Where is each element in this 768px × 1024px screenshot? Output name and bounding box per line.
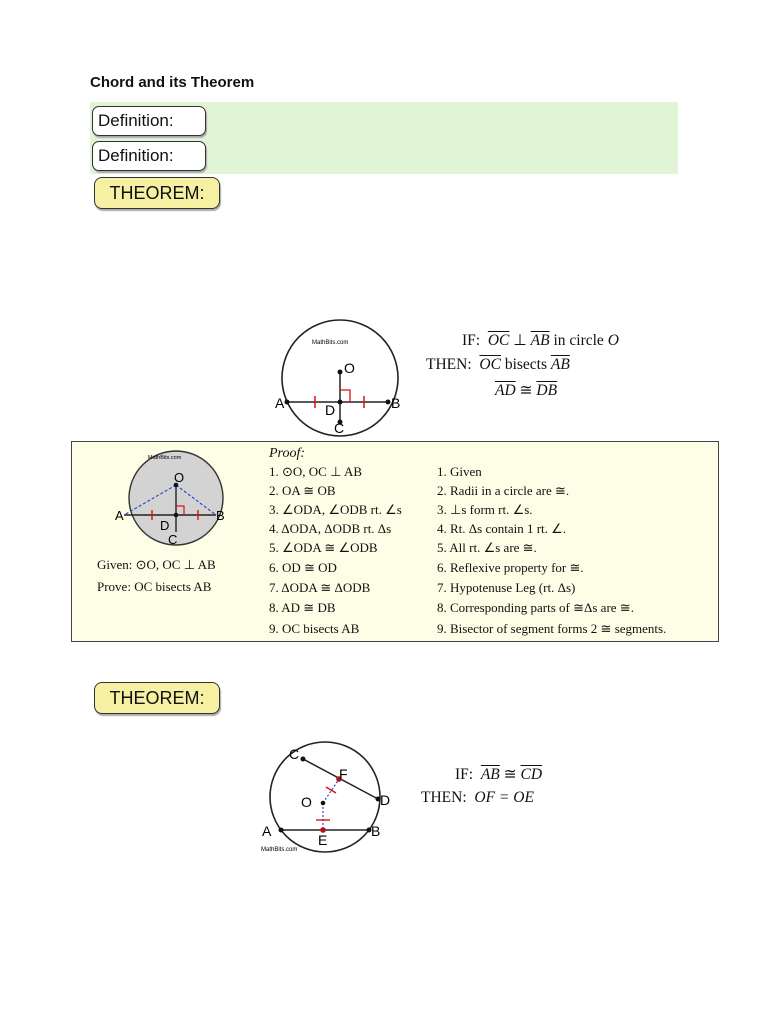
point-b [386,400,391,405]
theorem2-if-line [455,765,542,784]
reason-1: 1. Given [437,464,482,479]
theorem1-then-line [426,356,570,374]
theorem1-circle-diagram [270,330,420,435]
proof-box [71,441,719,642]
reason-8: 8. Corresponding parts of ≅Δs are ≅. [437,600,634,615]
definition-label-2: Definition: [92,141,206,171]
then-equation: OF = OE [474,789,534,806]
watermark: MathBits.com [148,455,182,461]
label-a: A [275,395,285,411]
segment-oc-text: $\overline{OC}$ [487,332,510,349]
watermark: MathBits.com [312,340,349,346]
definition-band [90,102,678,174]
theorem2-circle-diagram [255,745,400,855]
label-a: A [115,508,124,523]
page-title: Chord and its Theorem [90,74,255,91]
then-label: THEN: [426,356,472,373]
statement-5: 5. ∠ODA ≅ ∠ODB [269,540,378,555]
statement-8: 8. AD ≅ DB [269,600,336,615]
label-f: F [339,766,348,782]
segment-ad-text: $\overline{AD}$ [495,382,516,399]
theorem1-if-line [462,331,619,350]
label-a: A [262,823,272,839]
label-b: B [216,508,225,523]
given-text: Given: ⊙O, OC ⊥ AB [97,557,216,572]
point-o [321,801,326,806]
if-label: IF: [462,332,481,349]
point-a [279,828,284,833]
segment-ab-text: $\overline{AB}$ [480,766,500,783]
theorem1-then-line-2 [495,381,557,400]
statement-3: 3. ∠ODA, ∠ODB rt. ∠s [269,502,402,517]
label-b: B [371,823,381,839]
segment-oc-text: $\overline{OC}$ [479,356,501,373]
point-c [301,757,306,762]
then-label: THEN: [421,789,467,806]
label-d: D [160,518,170,533]
statement-7: 7. ΔODA ≅ ΔODB [269,580,371,595]
reason-3: 3. ⊥s form rt. ∠s. [437,502,533,517]
statement-2: 2. OA ≅ OB [269,483,336,498]
label-c: C [334,420,345,436]
label-e: E [318,832,328,848]
then-mid-text: bisects [504,356,547,373]
label-d: D [325,402,336,418]
statement-4: 4. ΔODA, ΔODB rt. Δs [269,521,392,536]
label-b: B [391,395,401,411]
reason-6: 6. Reflexive property for ≅. [437,560,584,575]
label-o: O [174,470,185,485]
point-o [338,370,343,375]
congruent-symbol: ≅ [503,766,517,783]
congruent-symbol: ≅ [519,382,533,399]
point-a [285,400,290,405]
proof-circle-diagram [115,450,238,547]
reason-5: 5. All rt. ∠s are ≅. [437,540,537,555]
segment-ab-text: $\overline{AB}$ [530,332,550,349]
theorem-label-2: THEOREM: [94,682,220,714]
perp-symbol: ⊥ [513,332,527,349]
circle-o-text: O [607,332,619,349]
watermark: MathBits.com [261,847,298,853]
segment-ab-text: $\overline{AB}$ [550,356,570,373]
prove-text: Prove: OC bisects AB [97,579,212,594]
statement-9: 9. OC bisects AB [269,621,360,636]
point-d [338,400,343,405]
reason-4: 4. Rt. Δs contain 1 rt. ∠. [437,521,567,536]
label-c: C [168,532,178,547]
segment-db-text: $\overline{DB}$ [536,382,558,399]
proof-heading: Proof: [269,446,306,461]
if-label: IF: [455,766,474,783]
label-o: O [301,794,312,810]
point-d [174,513,179,518]
label-o: O [344,360,355,376]
statement-1: 1. ⊙O, OC ⊥ AB [269,464,363,479]
label-d: D [380,792,391,808]
if-rest-text: in circle [553,332,604,349]
statement-6: 6. OD ≅ OD [269,560,337,575]
reason-9: 9. Bisector of segment forms 2 ≅ segments. [437,621,667,636]
definition-label-1: Definition: [92,106,206,136]
reason-2: 2. Radii in a circle are ≅. [437,483,570,498]
label-c: C [289,746,300,762]
segment-cd-text: $\overline{CD}$ [520,766,543,783]
theorem2-then-line [421,789,534,807]
theorem-label-1: THEOREM: [94,177,220,209]
reason-7: 7. Hypotenuse Leg (rt. Δs) [437,580,576,595]
